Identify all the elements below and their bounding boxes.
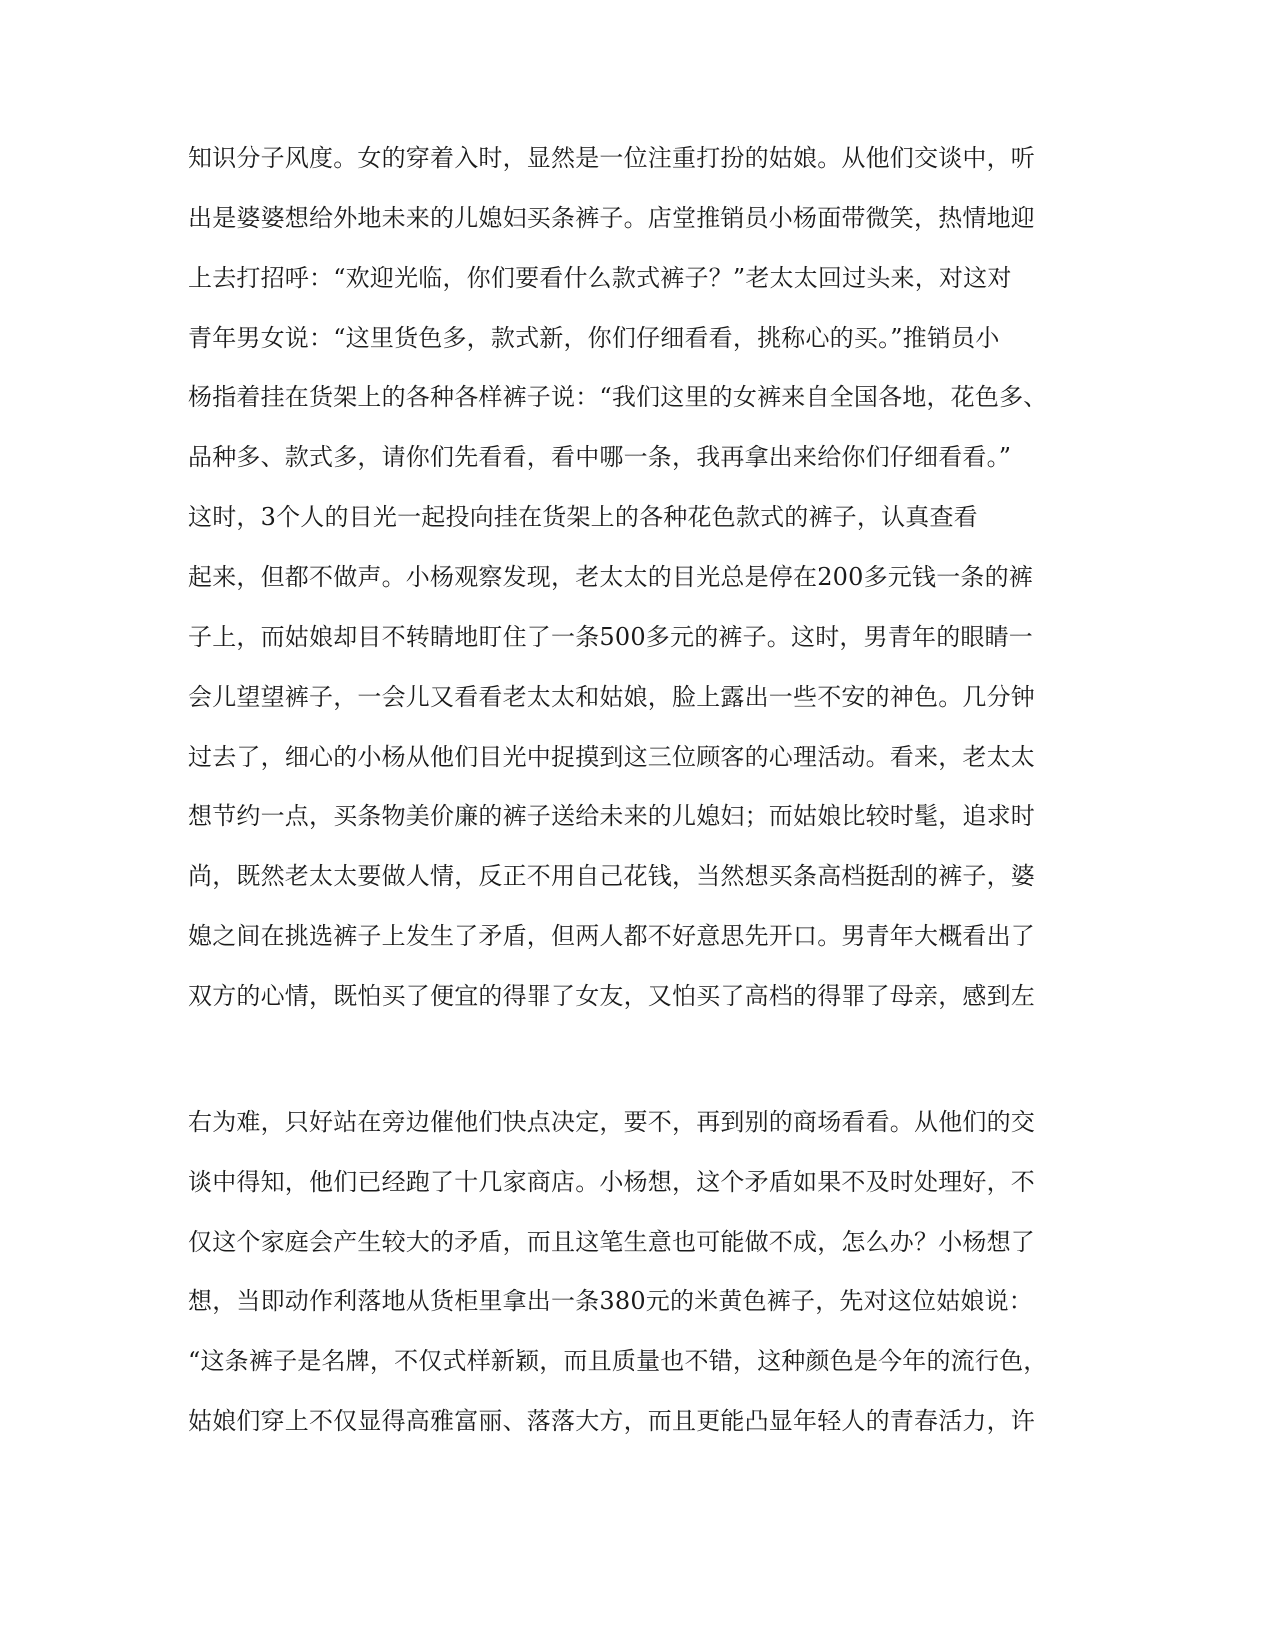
text-line: 上去打招呼：“欢迎光临，你们要看什么款式裤子？”老太太回过头来，对这对 — [188, 264, 1012, 292]
text-line: 谈中得知，他们已经跑了十几家商店。小杨想，这个矛盾如果不及时处理好，不 — [188, 1168, 1035, 1196]
text-line: “这条裤子是名牌，不仅式样新颖，而且质量也不错，这种颜色是今年的流行色， — [188, 1347, 1048, 1375]
text-line: 起来，但都不做声。小杨观察发现，老太太的目光总是停在200多元钱一条的裤 — [188, 563, 1034, 591]
text-line: 想，当即动作利落地从货柜里拿出一条380元的米黄色裤子，先对这位姑娘说： — [188, 1287, 1034, 1315]
text-line: 杨指着挂在货架上的各种各样裤子说：“我们这里的女裤来自全国各地，花色多、 — [188, 383, 1048, 411]
text-line: 右为难，只好站在旁边催他们快点决定，要不，再到别的商场看看。从他们的交 — [188, 1108, 1035, 1136]
text-line: 仅这个家庭会产生较大的矛盾，而且这笔生意也可能做不成，怎么办？小杨想了 — [188, 1228, 1035, 1256]
text-line: 青年男女说：“这里货色多，款式新，你们仔细看看，挑称心的买。”推销员小 — [188, 324, 1000, 352]
text-line: 会儿望望裤子，一会儿又看看老太太和姑娘，脸上露出一些不安的神色。几分钟 — [188, 683, 1035, 711]
text-line: 姑娘们穿上不仅显得高雅富丽、落落大方，而且更能凸显年轻人的青春活力，许 — [188, 1407, 1035, 1435]
text-line: 过去了，细心的小杨从他们目光中捉摸到这三位顾客的心理活动。看来，老太太 — [188, 743, 1035, 771]
text-line: 品种多、款式多，请你们先看看，看中哪一条，我再拿出来给你们仔细看看。” — [188, 443, 1012, 471]
text-line: 双方的心情，既怕买了便宜的得罪了女友，又怕买了高档的得罪了母亲，感到左 — [188, 982, 1035, 1010]
text-line: 子上，而姑娘却目不转睛地盯住了一条500多元的裤子。这时，男青年的眼睛一 — [188, 623, 1034, 651]
text-line: 出是婆婆想给外地未来的儿媳妇买条裤子。店堂推销员小杨面带微笑，热情地迎 — [188, 204, 1035, 232]
text-line: 想节约一点，买条物美价廉的裤子送给未来的儿媳妇；而姑娘比较时髦，追求时 — [188, 802, 1035, 830]
text-line: 尚，既然老太太要做人情，反正不用自己花钱，当然想买条高档挺刮的裤子，婆 — [188, 862, 1035, 890]
text-line: 媳之间在挑选裤子上发生了矛盾，但两人都不好意思先开口。男青年大概看出了 — [188, 922, 1035, 950]
text-line: 这时，3个人的目光一起投向挂在货架上的各种花色款式的裤子，认真查看 — [188, 503, 978, 531]
text-line: 知识分子风度。女的穿着入时，显然是一位注重打扮的姑娘。从他们交谈中，听 — [188, 144, 1035, 172]
